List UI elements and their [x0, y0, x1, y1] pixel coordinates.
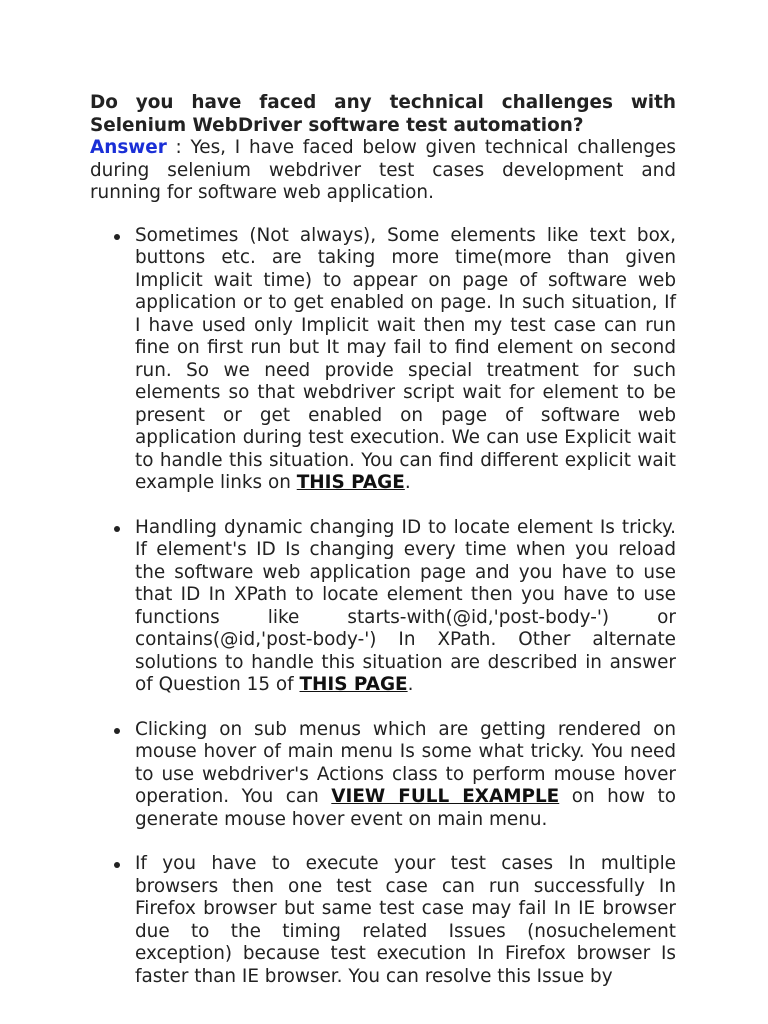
list-item-text: Clicking on sub menus which are getting rendered on mouse hover of main menu Is some what tricky. You need to use webdriver's Actions class to perform mouse hover operation. You can	[135, 718, 676, 807]
list-item	[135, 719, 676, 832]
list-item	[135, 853, 676, 988]
answer-text: : Yes, I have faced below given technical challenges during selenium webdriver test cases development and running for software web application.	[90, 137, 676, 203]
bullet-icon	[114, 728, 120, 734]
answer-paragraph	[90, 137, 676, 205]
list-item-text-end: .	[407, 674, 414, 695]
bullet-icon	[114, 862, 120, 868]
bullet-icon	[114, 234, 120, 240]
document-page	[90, 92, 676, 1010]
list-item	[135, 225, 676, 495]
challenges-list	[90, 225, 676, 989]
question-heading: Do you have faced any technical challenges with Selenium WebDriver software test automation?	[90, 92, 676, 136]
list-item	[135, 517, 676, 697]
list-item-text-end: .	[404, 472, 411, 493]
list-item-text-end: on how to generate mouse hover event on main menu.	[135, 786, 676, 830]
view-full-example-link[interactable]: VIEW FULL EXAMPLE	[331, 786, 560, 807]
this-page-link[interactable]: THIS PAGE	[299, 674, 408, 695]
list-item-text: Sometimes (Not always), Some elements like text box, buttons etc. are taking more time(more than given Implicit wait time) to appear on page of software web application or to get enabled on page. In such situation, If I have used only Implicit wait then my test case can run fine on first run but It may fail to find element on second run. So we need provide special treatment for such elements so that webdriver script wait for element to be present or get enabled on page of software web application during test execution. We can use Explicit wait to handle this situation. You can find different explicit wait example links on	[135, 224, 676, 493]
list-item-text: Handling dynamic changing ID to locate element Is tricky. If element's ID Is changing every time when you reload the software web application page and you have to use that ID In XPath to locate element then you have to use functions like starts-with(@id,'post-body-') or contains(@id,'post-body-') In XPath. Other alternate solutions to handle this situation are described in answer of Question 15 of	[135, 516, 676, 695]
this-page-link[interactable]: THIS PAGE	[296, 472, 405, 493]
answer-label: Answer	[90, 137, 167, 158]
bullet-icon	[114, 526, 120, 532]
list-item-text: If you have to execute your test cases In multiple browsers then one test case can run successfully In Firefox browser but same test case may fail In IE browser due to the timing related Issues (nosuchelement exception) because test execution In Firefox browser Is faster than IE browser. You can resolve this Issue by	[135, 853, 676, 987]
